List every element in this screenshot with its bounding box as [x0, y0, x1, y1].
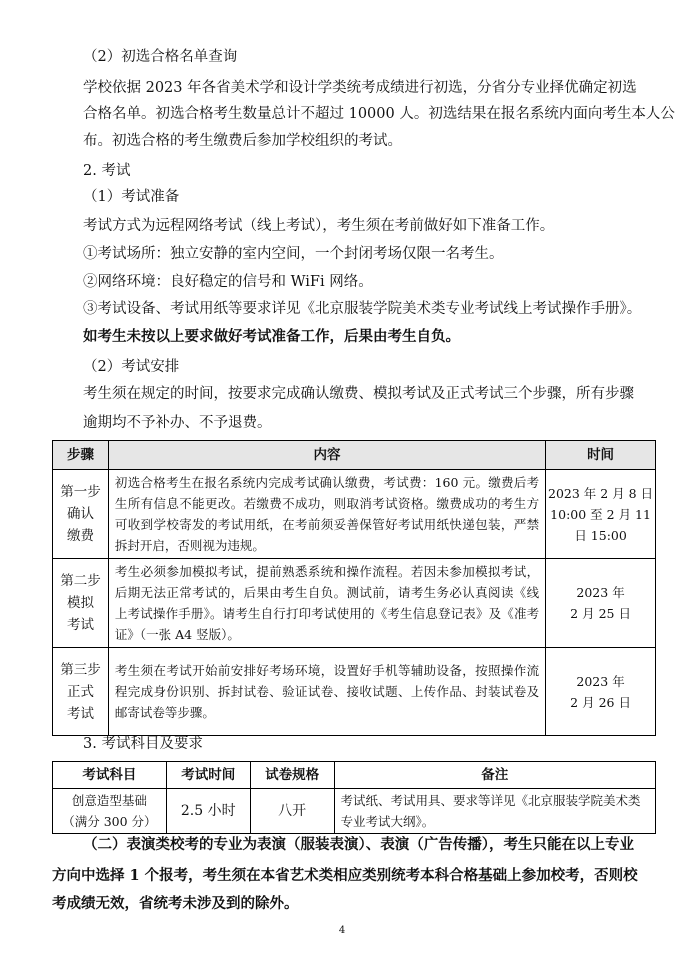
subject-name: 创意造型基础	[71, 793, 147, 808]
time-line: 2023 年 2 月 8 日	[548, 485, 654, 501]
list-item-network: ②网络环境：良好稳定的信号和 WiFi 网络。	[83, 274, 373, 290]
time-line: 2 月 25 日	[570, 606, 631, 621]
step-label: 确认	[66, 506, 94, 522]
paragraph-line: 合格名单。初选合格考生数量总计不超过 10000 人。初选结果在报名系统内面向考生本人公	[83, 106, 675, 122]
heading-exam-schedule: （2）考试安排	[83, 359, 180, 375]
paper-size-cell: 八开	[250, 789, 334, 834]
time-line: 日 15:00	[574, 527, 627, 543]
closing-paragraph-line: 方向中选择 1 个报考，考生须在本省艺术类相应类别统考本科合格基础上参加校考，否则校	[52, 867, 638, 884]
step-label: 第三步	[60, 661, 101, 678]
header-paper-size: 试卷规格	[250, 762, 334, 789]
header-notes: 备注	[334, 762, 655, 789]
content-cell: 考生必须参加模拟考试，提前熟悉系统和操作流程。若因未参加模拟考试，后期无法正常考试的，后果由考生自负。测试前，请考生务必认真阅读《线上考试操作手册》。请考生自行打印考试使用的《考生信息登记表》及《准考证》（一张 A4 竖版）。	[108, 559, 545, 648]
step-label: 正式	[66, 683, 94, 700]
step-cell	[53, 470, 109, 559]
subject-table	[52, 761, 656, 834]
paragraph-line: 考生须在规定的时间，按要求完成确认缴费、模拟考试及正式考试三个步骤，所有步骤	[83, 386, 634, 402]
time-cell	[546, 559, 656, 648]
step-label: 缴费	[66, 528, 94, 544]
time-line: 2023 年	[576, 585, 625, 600]
paragraph-line: 考试方式为远程网络考试（线上考试），考生须在考前做好如下准备工作。	[83, 218, 555, 234]
duration-cell: 2.5 小时	[166, 789, 250, 834]
step-label: 考试	[66, 705, 94, 722]
time-line: 2 月 26 日	[570, 694, 631, 710]
closing-paragraph-line: （二）表演类校考的专业为表演（服装表演）、表演（广告传播），考生只能在以上专业	[83, 836, 634, 853]
table-header-row	[53, 441, 656, 470]
table-row	[53, 789, 656, 834]
step-label: 模拟	[66, 595, 94, 611]
table-row	[53, 648, 656, 736]
closing-paragraph-line: 考成绩无效，省统考未涉及到的除外。	[52, 895, 299, 912]
list-item-equipment: ③考试设备、考试用纸等要求详见《北京服装学院美术类专业考试线上考试操作手册》。	[83, 301, 642, 317]
header-content: 内容	[108, 441, 545, 470]
paragraph-line: 逾期均不予补办、不予退费。	[83, 415, 272, 431]
page-number: 4	[338, 925, 346, 936]
warning-text: 如考生未按以上要求做好考试准备工作，后果由考生自负。	[83, 328, 460, 345]
heading-shortlist-query: （2）初选合格名单查询	[83, 49, 238, 65]
step-cell	[53, 648, 109, 736]
table-header-row	[53, 762, 656, 789]
paragraph-line: 布。初选合格的考生缴费后参加学校组织的考试。	[83, 133, 402, 149]
time-cell	[546, 648, 656, 736]
table-row	[53, 559, 656, 648]
step-cell	[53, 559, 109, 648]
list-item-venue: ①考试场所：独立安静的室内空间，一个封闭考场仅限一名考生。	[83, 246, 504, 262]
step-label: 第二步	[60, 573, 101, 589]
table-row	[53, 470, 656, 559]
paragraph-line: 学校依据 2023 年各省美术学和设计学类统考成绩进行初选，分省分专业择优确定初选	[83, 80, 637, 96]
step-label: 第一步	[60, 484, 101, 500]
content-cell: 考生须在考试开始前安排好考场环境，设置好手机等辅助设备，按照操作流程完成身份识别、拆封试卷、验证试卷、接收试题、上传作品、封装试卷及邮寄试卷等步骤。	[108, 648, 545, 736]
content-cell: 初选合格考生在报名系统内完成考试确认缴费，考试费：160 元。缴费后考生所有信息不能更改。若缴费不成功，则取消考试资格。缴费成功的考生方可收到学校寄发的考试用纸，在考前须妥善保管好考试用纸快递包装，严禁拆封开启，否则视为违规。	[108, 470, 545, 559]
header-step: 步骤	[53, 441, 109, 470]
heading-subjects: 3. 考试科目及要求	[83, 736, 203, 752]
schedule-table	[52, 440, 656, 736]
time-cell	[546, 470, 656, 559]
heading-exam-preparation: （1）考试准备	[83, 189, 180, 205]
header-duration: 考试时间	[166, 762, 250, 789]
notes-cell: 考试纸、考试用具、要求等详见《北京服装学院美术类专业考试大纲》。	[334, 789, 655, 834]
subject-cell	[53, 789, 167, 834]
heading-exam: 2. 考试	[83, 163, 131, 179]
step-label: 考试	[66, 617, 94, 633]
header-subject: 考试科目	[53, 762, 167, 789]
header-time: 时间	[546, 441, 656, 470]
time-line: 2023 年	[576, 673, 625, 689]
subject-score: （满分 300 分）	[62, 814, 157, 829]
time-line: 10:00 至 2 月 11	[550, 506, 651, 522]
